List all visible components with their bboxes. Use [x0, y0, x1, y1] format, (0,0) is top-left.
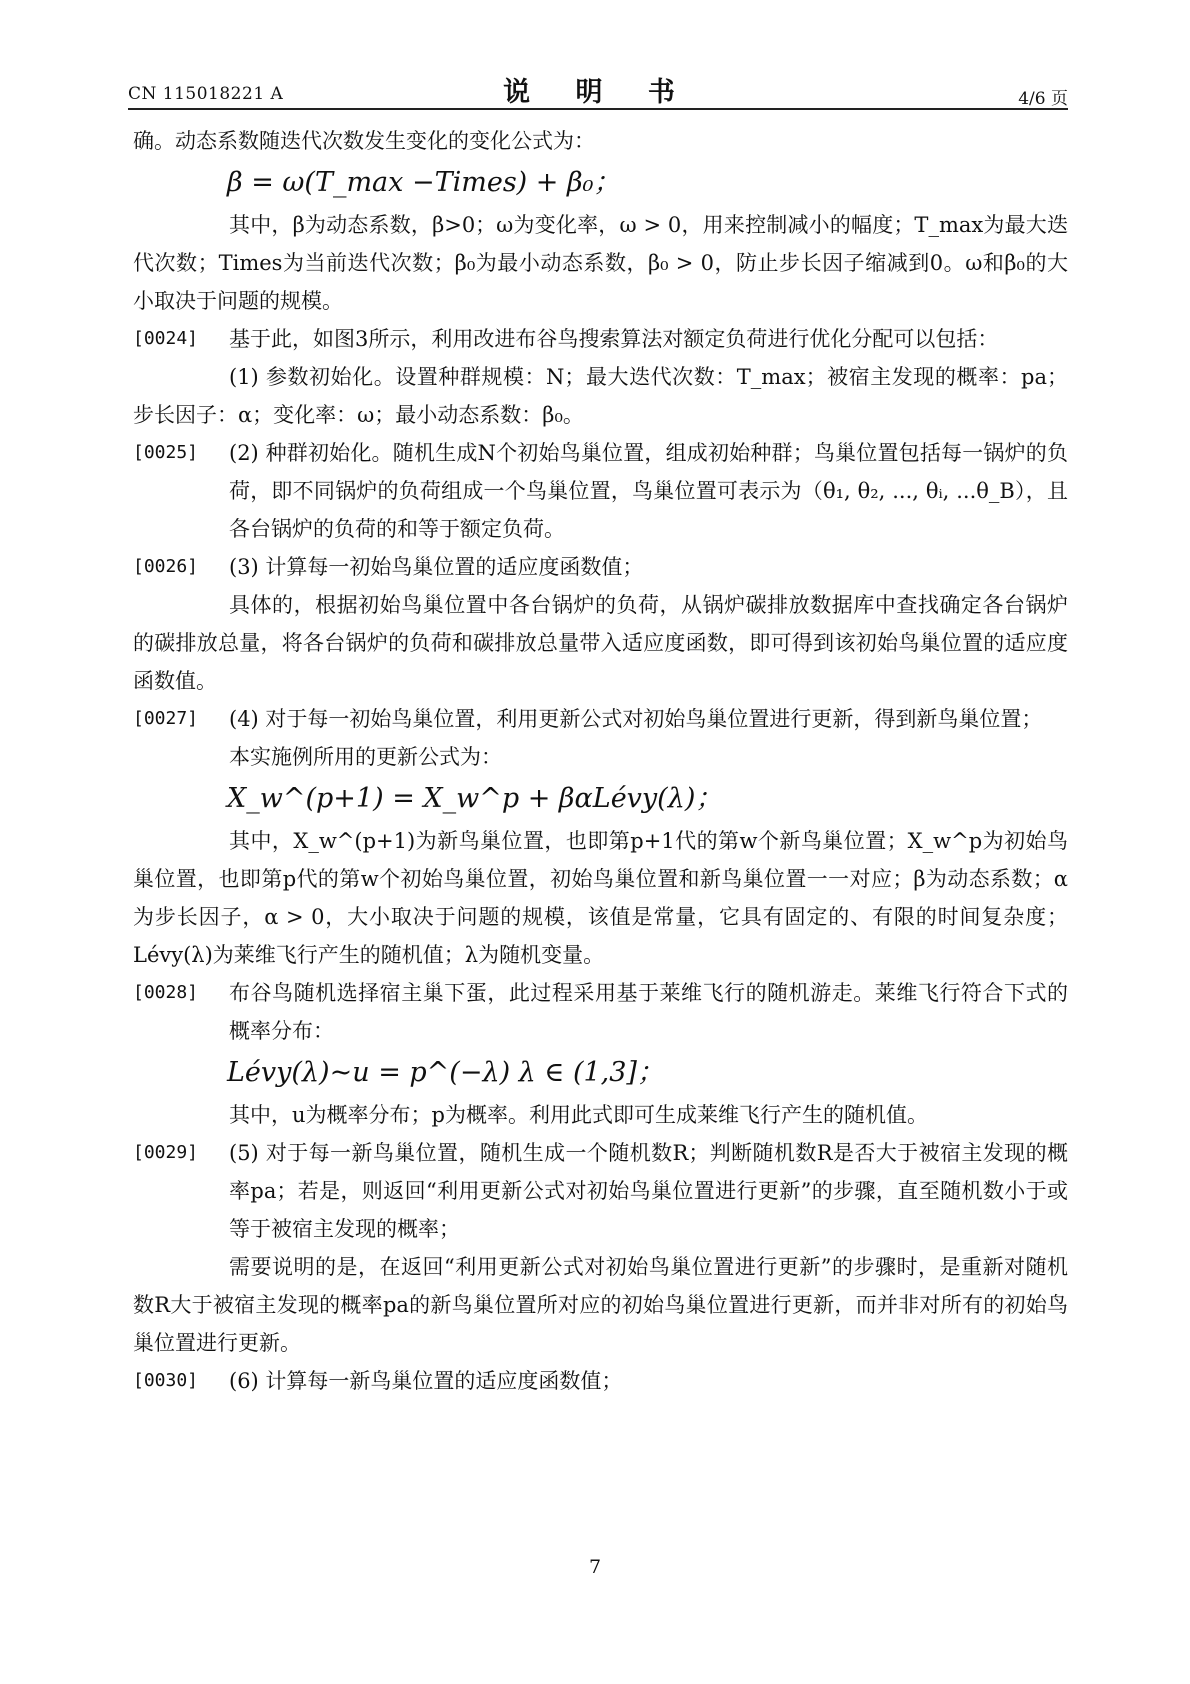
text-para: 其中，β为动态系数，β>0；ω为变化率，ω > 0，用来控制减小的幅度；T_max为最大迭代次数；Times为当前迭代次数；β₀为最小动态系数，β₀ > 0，防止步长因子缩减到0。ω和β₀的大小取决于问题的规模。: [133, 213, 1068, 313]
formula-levy: Lévy(λ)~u = p^(−λ) λ ∈ (1,3]；: [227, 1057, 664, 1088]
text-line: 本实施例所用的更新公式为：: [229, 745, 502, 769]
paragraph-tag: [0025]: [133, 442, 199, 463]
paragraph-tag: [0024]: [133, 328, 199, 349]
paragraph-tag: [0026]: [133, 556, 199, 577]
paragraph-0025: [133, 434, 1068, 548]
doc-title: 说 明 书: [503, 77, 693, 108]
paragraph-text: 基于此，如图3所示，利用改进布谷鸟搜索算法对额定负荷进行优化分配可以包括：: [229, 327, 999, 351]
formula-update: X_w^(p+1) = X_w^p + βαLévy(λ)；: [227, 783, 723, 814]
text-para: (1) 参数初始化。设置种群规模：N；最大迭代次数：T_max；被宿主发现的概率：pa；步长因子：α；变化率：ω；最小动态系数：β₀。: [133, 365, 1068, 427]
text-line: 确。动态系数随迭代次数发生变化的变化公式为：: [133, 129, 595, 153]
paragraph-text: (3) 计算每一初始鸟巢位置的适应度函数值；: [229, 555, 644, 579]
text-para: 其中，X_w^(p+1)为新鸟巢位置，也即第p+1代的第w个新鸟巢位置；X_w^p为初始鸟巢位置，也即第p代的第w个初始鸟巢位置，初始鸟巢位置和新鸟巢位置一一对应；β为动态系数；α为步长因子，α > 0，大小取决于问题的规模，该值是常量，它具有固定的、有限的时间复杂度；Lévy(λ)为莱维飞行产生的随机值；λ为随机变量。: [133, 829, 1068, 967]
paragraph-tag: [0029]: [133, 1142, 199, 1163]
paragraph-0030: [133, 1362, 1068, 1400]
document-body: [133, 122, 1068, 1400]
paragraph-text: (6) 计算每一新鸟巢位置的适应度函数值；: [229, 1369, 623, 1393]
header-rule: [128, 108, 1068, 110]
paragraph-0027: [133, 700, 1068, 738]
paragraph-text: 布谷鸟随机选择宿主巢下蛋，此过程采用基于莱维飞行的随机游走。莱维飞行符合下式的概率分布：: [229, 981, 1068, 1043]
paragraph-text: (5) 对于每一新鸟巢位置，随机生成一个随机数R；判断随机数R是否大于被宿主发现的概率pa；若是，则返回“利用更新公式对初始鸟巢位置进行更新”的步骤，直至随机数小于或等于被宿主发现的概率；: [229, 1141, 1068, 1241]
paragraph-text: (4) 对于每一初始鸟巢位置，利用更新公式对初始鸟巢位置进行更新，得到新鸟巢位置；: [229, 707, 1043, 731]
text-line: 其中，u为概率分布；p为概率。利用此式即可生成莱维飞行产生的随机值。: [229, 1103, 928, 1127]
paragraph-0026: [133, 548, 1068, 586]
page-number: 7: [588, 1556, 602, 1578]
paragraph-0024: [133, 320, 1068, 358]
paragraph-tag: [0028]: [133, 982, 199, 1003]
text-para: 需要说明的是，在返回“利用更新公式对初始鸟巢位置进行更新”的步骤时，是重新对随机数R大于被宿主发现的概率pa的新鸟巢位置所对应的初始鸟巢位置进行更新，而并非对所有的初始鸟巢位置进行更新。: [133, 1255, 1068, 1355]
paragraph-0028: [133, 974, 1068, 1050]
text-para: 具体的，根据初始鸟巢位置中各台锅炉的负荷，从锅炉碳排放数据库中查找确定各台锅炉的碳排放总量，将各台锅炉的负荷和碳排放总量带入适应度函数，即可得到该初始鸟巢位置的适应度函数值。: [133, 593, 1068, 693]
doc-number: CN 115018221 A: [128, 84, 284, 104]
paragraph-tag: [0027]: [133, 708, 199, 729]
paragraph-0029: [133, 1134, 1068, 1248]
formula-beta: β = ω(T_max −Times) + β₀；: [227, 167, 621, 198]
page-header: [128, 70, 1068, 110]
page-info: 4/6 页: [1018, 89, 1068, 109]
paragraph-tag: [0030]: [133, 1370, 199, 1391]
paragraph-text: (2) 种群初始化。随机生成N个初始鸟巢位置，组成初始种群；鸟巢位置包括每一锅炉的负荷，即不同锅炉的负荷组成一个鸟巢位置，鸟巢位置可表示为（θ₁, θ₂, ..., θᵢ, ...θ_B），且各台锅炉的负荷的和等于额定负荷。: [229, 441, 1068, 541]
